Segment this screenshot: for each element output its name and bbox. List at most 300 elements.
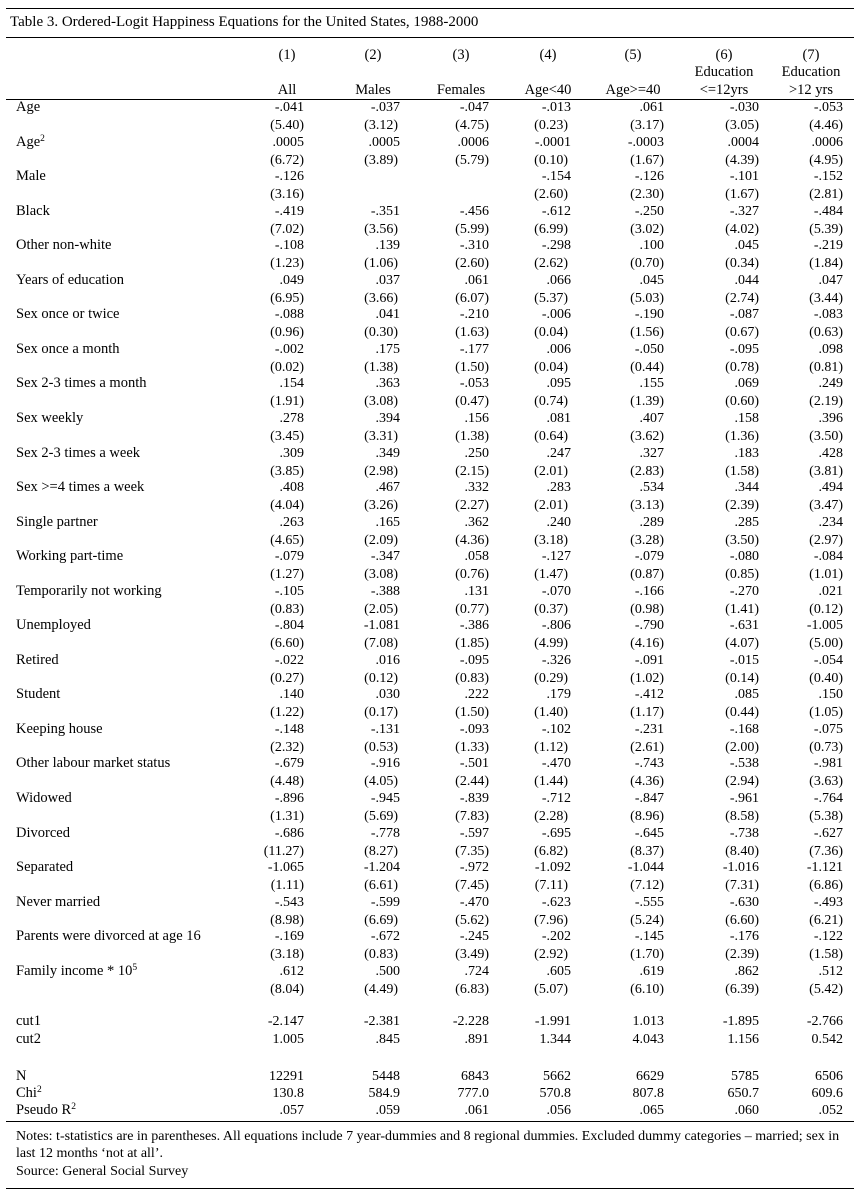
t-statistic: (1.41) (725, 601, 759, 617)
stat-value: .056 (546, 1103, 571, 1118)
t-statistic: (7.08) (364, 636, 398, 652)
row-label-text: Unemployed (16, 617, 91, 634)
t-statistic: (3.17) (630, 118, 664, 133)
coefficient: .327 (639, 445, 664, 461)
t-statistic: (6.60) (725, 912, 759, 928)
stat-value: 584.9 (368, 1086, 400, 1101)
t-statistic: (2.15) (455, 463, 489, 479)
row-label (16, 1101, 76, 1120)
t-statistic: (6.69) (364, 912, 398, 928)
coefficient: -.270 (729, 583, 759, 599)
t-statistic: (8.98) (270, 912, 304, 928)
t-statistic: (0.76) (455, 567, 489, 583)
row-label (16, 685, 60, 704)
row-label (16, 305, 119, 324)
row-label-text: Parents were divorced at age 16 (16, 928, 201, 945)
title-rule (6, 37, 854, 38)
coefficient: -.599 (370, 894, 400, 910)
coefficient: -.0003 (627, 134, 664, 150)
coefficient: -.022 (274, 652, 304, 668)
column-number: (5) (624, 47, 642, 63)
coefficient: -.083 (813, 307, 843, 323)
coefficient: .349 (375, 445, 400, 461)
column-label: <=12yrs (699, 82, 749, 98)
coefficient: -.347 (370, 549, 400, 565)
t-statistic: (6.10) (630, 981, 664, 997)
superscript: 2 (71, 1102, 76, 1112)
row-label-text: Pseudo R (16, 1102, 72, 1118)
row-label (16, 167, 46, 186)
stat-value: 5662 (543, 1069, 571, 1084)
row-label-text: Keeping house (16, 720, 103, 737)
column-label: Education (781, 64, 841, 80)
t-statistic: (5.24) (630, 912, 664, 928)
t-statistic: (3.50) (725, 532, 759, 548)
coefficient: .247 (546, 445, 571, 461)
coefficient: .069 (734, 376, 759, 392)
t-statistic: (3.89) (364, 152, 398, 168)
coefficient: -.053 (813, 100, 843, 115)
coefficient: .250 (464, 445, 489, 461)
t-statistic: (7.35) (455, 843, 489, 859)
t-statistic: (8.96) (630, 809, 664, 824)
coefficient: .098 (818, 341, 843, 357)
t-statistic: (2.09) (364, 532, 398, 548)
cut-value: -2.381 (363, 1014, 400, 1029)
coefficient: -.326 (541, 652, 571, 668)
row-label (16, 202, 50, 221)
t-statistic: (1.50) (455, 705, 489, 721)
coefficient: -.015 (729, 652, 759, 668)
t-statistic: (4.16) (630, 636, 664, 652)
coefficient: -.079 (274, 549, 304, 565)
coefficient: -.177 (459, 341, 489, 357)
t-statistic: (2.81) (809, 187, 843, 203)
coefficient: .183 (734, 445, 759, 461)
coefficient: .066 (546, 272, 571, 288)
t-statistic: (3.18) (270, 947, 304, 963)
coefficient: .037 (375, 272, 400, 288)
cut-value: -1.895 (722, 1014, 759, 1029)
t-statistic: (0.78) (725, 359, 759, 375)
row-label-text: Family income * 10 (16, 962, 133, 979)
t-statistic: (11.27) (263, 843, 304, 859)
coefficient: .285 (734, 514, 759, 530)
t-statistic: (0.77) (455, 601, 489, 617)
coefficient: -.126 (274, 169, 304, 185)
column-label: Education (694, 64, 754, 80)
t-statistic: (8.04) (270, 981, 304, 997)
coefficient: -.148 (274, 721, 304, 737)
row-label (16, 133, 45, 152)
t-statistic: (2.44) (455, 774, 489, 790)
t-statistic: (2.92) (534, 947, 568, 963)
t-statistic: (6.83) (455, 981, 489, 997)
t-statistic: (6.07) (455, 290, 489, 306)
coefficient: -.070 (541, 583, 571, 599)
t-statistic: (0.73) (809, 739, 843, 755)
t-statistic: (0.44) (725, 705, 759, 721)
t-statistic: (0.04) (534, 325, 568, 341)
t-statistic: (1.33) (455, 739, 489, 755)
stat-value: .059 (375, 1103, 400, 1118)
t-statistic: (1.17) (630, 705, 664, 721)
coefficient: -.101 (729, 169, 759, 185)
coefficient: -.630 (729, 894, 759, 910)
t-statistic: (2.83) (630, 463, 664, 479)
t-statistic: (1.40) (534, 705, 568, 721)
coefficient: .154 (279, 376, 304, 392)
row-label (16, 409, 83, 428)
t-statistic: (3.56) (364, 221, 398, 237)
coefficient: -.631 (729, 618, 759, 634)
coefficient: .131 (464, 583, 489, 599)
coefficient: -.168 (729, 721, 759, 737)
t-statistic: (0.34) (725, 256, 759, 272)
coefficient: -.538 (729, 756, 759, 772)
coefficient: -.093 (459, 721, 489, 737)
coefficient: -.047 (459, 100, 489, 115)
row-label-text: Sex once a month (16, 340, 120, 357)
t-statistic: (0.27) (270, 670, 304, 686)
stat-value: .065 (639, 1103, 664, 1118)
coefficient: -1.204 (363, 860, 400, 876)
row-label (16, 374, 147, 393)
coefficient: -.210 (459, 307, 489, 323)
t-statistic: (1.56) (630, 325, 664, 341)
coefficient: -.386 (459, 618, 489, 634)
t-statistic: (1.58) (725, 463, 759, 479)
coefficient: -.804 (274, 618, 304, 634)
t-statistic: (6.82) (534, 843, 568, 859)
coefficient: -.945 (370, 791, 400, 806)
coefficient: -.764 (813, 791, 843, 806)
t-statistic: (0.85) (725, 567, 759, 583)
row-label-text: Never married (16, 893, 101, 910)
coefficient: -.190 (634, 307, 664, 323)
coefficient: .139 (375, 238, 400, 254)
coefficient: -.202 (541, 929, 571, 945)
coefficient: -.013 (541, 100, 571, 115)
coefficient: .155 (639, 376, 664, 392)
coefficient: -.712 (541, 791, 571, 806)
coefficient: -.790 (634, 618, 664, 634)
coefficient: -.839 (459, 791, 489, 806)
coefficient: -.245 (459, 929, 489, 945)
coefficient: .289 (639, 514, 664, 530)
row-label-text: Age (16, 133, 41, 150)
t-statistic: (4.99) (534, 636, 568, 652)
coefficient: .500 (375, 963, 400, 979)
t-statistic: (1.38) (455, 428, 489, 444)
table-source: Source: General Social Survey (16, 1164, 189, 1179)
t-statistic: (3.44) (809, 290, 843, 306)
row-label-text: Other non-white (16, 237, 112, 254)
coefficient: -.091 (634, 652, 664, 668)
coefficient: .467 (375, 480, 400, 496)
t-statistic: (1.47) (534, 567, 568, 583)
t-statistic: (0.81) (809, 359, 843, 375)
coefficient: -.041 (274, 100, 304, 115)
t-statistic: (7.11) (534, 878, 568, 894)
t-statistic: (8.40) (725, 843, 759, 859)
t-statistic: (0.60) (725, 394, 759, 410)
row-label (16, 582, 162, 601)
coefficient: .045 (639, 272, 664, 288)
t-statistic: (0.30) (364, 325, 398, 341)
t-statistic: (0.64) (534, 428, 568, 444)
t-statistic: (1.91) (270, 394, 304, 410)
t-statistic: (2.97) (809, 532, 843, 548)
coefficient: -1.065 (267, 860, 304, 876)
t-statistic: (3.18) (534, 532, 568, 548)
t-statistic: (7.45) (455, 878, 489, 894)
stat-value: 5448 (372, 1069, 400, 1084)
coefficient: -.419 (274, 203, 304, 219)
cut-value: -1.991 (534, 1014, 571, 1029)
coefficient: .0005 (272, 134, 304, 150)
coefficient: .612 (279, 963, 304, 979)
coefficient: -.006 (541, 307, 571, 323)
coefficient: .058 (464, 549, 489, 565)
coefficient: -.108 (274, 238, 304, 254)
row-label-text: Sex weekly (16, 409, 84, 426)
column-label: Males (355, 82, 391, 98)
t-statistic: (6.95) (270, 290, 304, 306)
t-statistic: (0.63) (809, 325, 843, 341)
t-statistic: (5.03) (630, 290, 664, 306)
t-statistic: (8.37) (630, 843, 664, 859)
coefficient: .179 (546, 687, 571, 703)
coefficient: -.122 (813, 929, 843, 945)
column-label: All (277, 82, 297, 98)
stat-value: 570.8 (539, 1086, 571, 1101)
t-statistic: (2.01) (534, 498, 568, 514)
cut-value: .845 (375, 1032, 400, 1047)
coefficient: -.627 (813, 825, 843, 841)
coefficient: -.555 (634, 894, 664, 910)
coefficient: -.0001 (534, 134, 571, 150)
column-label: >12 yrs (788, 82, 834, 98)
row-label-text: Widowed (16, 790, 72, 806)
coefficient: .095 (546, 376, 571, 392)
t-statistic: (4.49) (364, 981, 398, 997)
coefficient: -.075 (813, 721, 843, 737)
coefficient: .344 (734, 480, 759, 496)
t-statistic: (4.36) (455, 532, 489, 548)
t-statistic: (3.28) (630, 532, 664, 548)
cut-value: -2.766 (806, 1014, 843, 1029)
coefficient: -1.016 (722, 860, 759, 876)
t-statistic: (1.44) (534, 774, 568, 790)
t-statistic: (3.12) (364, 118, 398, 133)
coefficient: .061 (639, 100, 664, 115)
t-statistic: (2.39) (725, 498, 759, 514)
coefficient: .061 (464, 272, 489, 288)
t-statistic: (5.40) (270, 118, 304, 133)
t-statistic: (1.11) (270, 878, 304, 894)
coefficient: .049 (279, 272, 304, 288)
coefficient: -.084 (813, 549, 843, 565)
row-label (16, 893, 100, 912)
cut-value: 4.043 (632, 1032, 664, 1047)
coefficient: .158 (734, 410, 759, 426)
t-statistic: (6.60) (270, 636, 304, 652)
t-statistic: (3.50) (809, 428, 843, 444)
t-statistic: (6.21) (809, 912, 843, 928)
coefficient: -.030 (729, 100, 759, 115)
row-label-text: Sex once or twice (16, 306, 120, 323)
column-number: (6) (715, 47, 733, 63)
coefficient: .021 (818, 583, 843, 599)
t-statistic: (2.98) (364, 463, 398, 479)
coefficient: .332 (464, 480, 489, 496)
t-statistic: (3.08) (364, 394, 398, 410)
t-statistic: (5.07) (534, 981, 568, 997)
t-statistic: (3.66) (364, 290, 398, 306)
coefficient: -.176 (729, 929, 759, 945)
column-number: (2) (364, 47, 382, 63)
t-statistic: (2.60) (455, 256, 489, 272)
coefficient: -.327 (729, 203, 759, 219)
t-statistic: (0.44) (630, 359, 664, 375)
coefficient: -.145 (634, 929, 664, 945)
coefficient: -.501 (459, 756, 489, 772)
coefficient: -.645 (634, 825, 664, 841)
coefficient: .044 (734, 272, 759, 288)
row-label-text: Age (16, 99, 41, 115)
column-number: (7) (802, 47, 820, 63)
t-statistic: (8.58) (725, 809, 759, 824)
t-statistic: (1.38) (364, 359, 398, 375)
coefficient: -.672 (370, 929, 400, 945)
t-statistic: (0.83) (455, 670, 489, 686)
column-number: (4) (539, 47, 557, 63)
coefficient: -.169 (274, 929, 304, 945)
t-statistic: (0.14) (725, 670, 759, 686)
t-statistic: (2.28) (534, 809, 568, 824)
end-rule (6, 1188, 854, 1189)
coefficient: -.738 (729, 825, 759, 841)
coefficient: -.972 (459, 860, 489, 876)
coefficient: .363 (375, 376, 400, 392)
t-statistic: (2.05) (364, 601, 398, 617)
row-label-text: Student (16, 686, 61, 703)
t-statistic: (5.00) (809, 636, 843, 652)
t-statistic: (1.70) (630, 947, 664, 963)
t-statistic: (0.83) (270, 601, 304, 617)
row-label (16, 616, 91, 635)
coefficient: -.493 (813, 894, 843, 910)
t-statistic: (7.83) (455, 809, 489, 824)
row-label (16, 962, 137, 981)
table-title: Table 3. Ordered-Logit Happiness Equations for the United States, 1988-2000 (10, 14, 479, 30)
row-label (16, 651, 59, 670)
coefficient: -.131 (370, 721, 400, 737)
coefficient: .234 (818, 514, 843, 530)
t-statistic: (2.27) (455, 498, 489, 514)
t-statistic: (1.58) (809, 947, 843, 963)
coefficient: .030 (375, 687, 400, 703)
coefficient: .100 (639, 238, 664, 254)
t-statistic: (3.49) (455, 947, 489, 963)
t-statistic: (0.40) (809, 670, 843, 686)
coefficient: -.219 (813, 238, 843, 254)
t-statistic: (1.36) (725, 428, 759, 444)
t-statistic: (1.01) (809, 567, 843, 583)
row-label-text: N (16, 1068, 27, 1084)
t-statistic: (0.74) (534, 394, 568, 410)
t-statistic: (7.36) (809, 843, 843, 859)
t-statistic: (3.47) (809, 498, 843, 514)
row-label-text: Retired (16, 651, 59, 668)
t-statistic: (5.79) (455, 152, 489, 168)
row-label (16, 754, 170, 773)
row-label (16, 1030, 41, 1049)
t-statistic: (7.12) (630, 878, 664, 894)
t-statistic: (0.10) (534, 152, 568, 168)
cut-value: 0.542 (811, 1032, 843, 1047)
t-statistic: (3.31) (364, 428, 398, 444)
t-statistic: (1.22) (270, 705, 304, 721)
row-label-text: Sex 2-3 times a week (16, 444, 141, 461)
t-statistic: (5.39) (809, 221, 843, 237)
coefficient: -.054 (813, 652, 843, 668)
t-statistic: (1.02) (630, 670, 664, 686)
row-label-text: Temporarily not working (16, 582, 162, 599)
t-statistic: (5.99) (455, 221, 489, 237)
coefficient: .0006 (811, 134, 843, 150)
coefficient: .081 (546, 410, 571, 426)
t-statistic: (0.37) (534, 601, 568, 617)
t-statistic: (1.67) (725, 187, 759, 203)
row-label-text: cut2 (16, 1031, 41, 1047)
coefficient: -.053 (459, 376, 489, 392)
coefficient: -.388 (370, 583, 400, 599)
t-statistic: (5.38) (809, 809, 843, 824)
cut-value: 1.013 (632, 1014, 664, 1029)
coefficient: -.154 (541, 169, 571, 185)
t-statistic: (1.05) (809, 705, 843, 721)
row-label (16, 547, 123, 566)
t-statistic: (2.30) (630, 187, 664, 203)
column-label: Age<40 (524, 82, 572, 98)
coefficient: .407 (639, 410, 664, 426)
t-statistic: (1.39) (630, 394, 664, 410)
coefficient: -.456 (459, 203, 489, 219)
t-statistic: (6.86) (809, 878, 843, 894)
cut-value: .891 (464, 1032, 489, 1047)
coefficient: .263 (279, 514, 304, 530)
t-statistic: (0.98) (630, 601, 664, 617)
coefficient: .045 (734, 238, 759, 254)
coefficient: .156 (464, 410, 489, 426)
t-statistic: (6.61) (364, 878, 398, 894)
t-statistic: (2.19) (809, 394, 843, 410)
coefficient: .047 (818, 272, 843, 288)
coefficient: .0004 (727, 134, 759, 150)
coefficient: .016 (375, 652, 400, 668)
t-statistic: (2.62) (534, 256, 568, 272)
row-label (16, 478, 144, 497)
coefficient: -.079 (634, 549, 664, 565)
t-statistic: (1.23) (270, 256, 304, 272)
t-statistic: (0.83) (364, 947, 398, 963)
t-statistic: (4.05) (364, 774, 398, 790)
t-statistic: (5.37) (534, 290, 568, 306)
cut-value: 1.344 (539, 1032, 571, 1047)
row-label-text: Separated (16, 859, 74, 876)
